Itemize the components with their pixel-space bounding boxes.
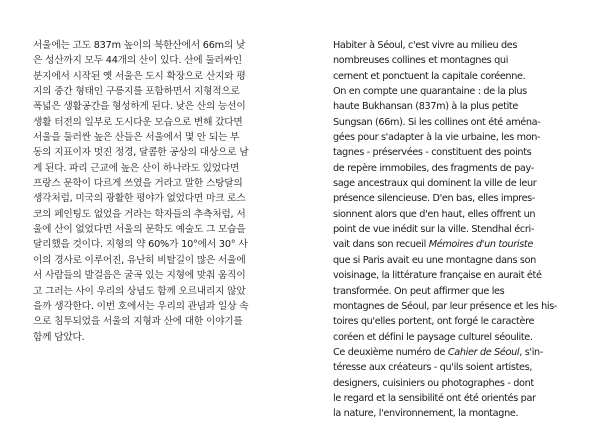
text-line: 서 사람들의 발걸음은 굴곡 있는 지형에 맞춰 움직이: [33, 270, 246, 282]
text-line: haute Bukhansan (837m) à la plus petite: [333, 101, 518, 113]
text-line: sage ancestraux qui dominent la ville de leur: [333, 178, 537, 190]
text-line: point de vue inédit sur la ville. Stendhal écri-: [333, 224, 534, 236]
text-line: gées pour s'adapter à la vie urbaine, les mon-: [333, 132, 541, 144]
text-line: téresse aux créateurs - qu'ils soient artistes,: [333, 362, 533, 374]
text-line: 지의 중간 형태인 구릉지를 포함하면서 지형적으로: [33, 86, 240, 98]
text-line: 프랑스 문학이 다르게 쓰였을 거라고 말한 스탕달의: [33, 178, 243, 190]
text-line: la nature, l'environnement, la montagne.: [333, 408, 519, 420]
text-line: tagnes - préservées - constituent des points: [333, 147, 532, 159]
text-line: 게 된다. 파리 근교에 높은 산이 하나라도 있었다면: [33, 162, 240, 174]
text-line: 생활 터전의 일부로 도시다운 모습으로 변해 갔다면: [33, 116, 243, 128]
text-line: 서울에는 고도 837m 높이의 북한산에서 66m의 낮: [33, 40, 246, 51]
text-line: Sungsan (66m). Si les collines ont été aména-: [333, 116, 541, 128]
french-column: [333, 38, 573, 422]
text-line: 은 성산까지 모두 44개의 산이 있다. 산에 둘러싸인: [33, 55, 242, 67]
text-line: 함께 담았다.: [33, 331, 85, 343]
korean-paragraph: [33, 38, 285, 345]
text-line: 폭넓은 생활공간을 형성하게 된다. 낮은 산의 능선이: [33, 101, 246, 113]
text-line: toires qu'elles portent, ont forgé le caractère: [333, 316, 535, 328]
text-run: vait dans son recueil: [333, 239, 429, 251]
text-line: 으로 침투되었을 서울의 지형과 산에 대한 이야기를: [33, 316, 243, 328]
publication-title: Cahier de Séoul: [447, 346, 520, 358]
text-line: présence silencieuse. D'en bas, elles impres-: [333, 193, 536, 205]
text-line: 을까 생각한다. 이번 호에서는 우리의 관념과 일상 속: [33, 300, 249, 312]
text-line: designers, cuisiniers ou photographes - dont: [333, 377, 534, 389]
text-line: voisinage, la littérature française en aurait été: [333, 270, 542, 282]
text-line: Habiter à Séoul, c'est vivre au milieu des: [333, 40, 518, 51]
text-line: 서울을 둘러싼 높은 산들은 서울에서 몇 안 되는 부: [33, 132, 240, 144]
text-line: 이의 경사로 이루어진, 유난히 비탈길이 많은 서울에: [33, 254, 246, 266]
text-line: 달리했을 것이다. 지형의 약 60%가 10°에서 30° 사: [33, 239, 248, 251]
text-line: le regard et la sensibilité ont été orientés par: [333, 392, 536, 404]
korean-column: [33, 38, 285, 345]
text-line: 생각처럼, 미국의 광활한 평야가 없었다면 마크 로스: [33, 193, 246, 205]
text-line: que si Paris avait eu une montagne dans son: [333, 254, 536, 266]
text-line: 고 그러는 사이 우리의 상념도 함께 오르내리지 않았: [33, 285, 246, 297]
book-title: Mémoires d'un touriste: [428, 239, 533, 251]
text-run: , s'in-: [519, 346, 543, 358]
text-line: 동의 지표이자 멋진 정경, 달콤한 공상의 대상으로 남: [33, 147, 249, 159]
text-line: 분지에서 시작된 옛 서울은 도시 확장으로 산지와 평: [33, 70, 246, 82]
text-line: [333, 237, 573, 252]
text-line: On en compte une quarantaine : de la plus: [333, 86, 527, 98]
text-line: montagnes de Séoul, par leur présence et les his-: [333, 300, 558, 312]
text-line: coréen et défini le paysage culturel séoulite.: [333, 331, 533, 343]
text-line: sionnent alors que d'en haut, elles offrent un: [333, 208, 536, 220]
text-line: [333, 345, 573, 360]
text-line: nombreuses collines et montagnes qui: [333, 55, 509, 67]
text-line: cernent et ponctuent la capitale coréenne.: [333, 70, 526, 82]
text-line: 코의 페인팅도 없었을 거라는 학자들의 추측처럼, 서: [33, 208, 246, 220]
text-line: de repère immobiles, des fragments de pay-: [333, 162, 534, 174]
french-paragraph: [333, 38, 573, 422]
text-line: 울에 산이 없었다면 서울의 문학도 예술도 그 모습을: [33, 224, 246, 236]
text-run: Ce deuxième numéro de: [333, 346, 448, 358]
text-line: transformée. On peut affirmer que les: [333, 285, 505, 297]
